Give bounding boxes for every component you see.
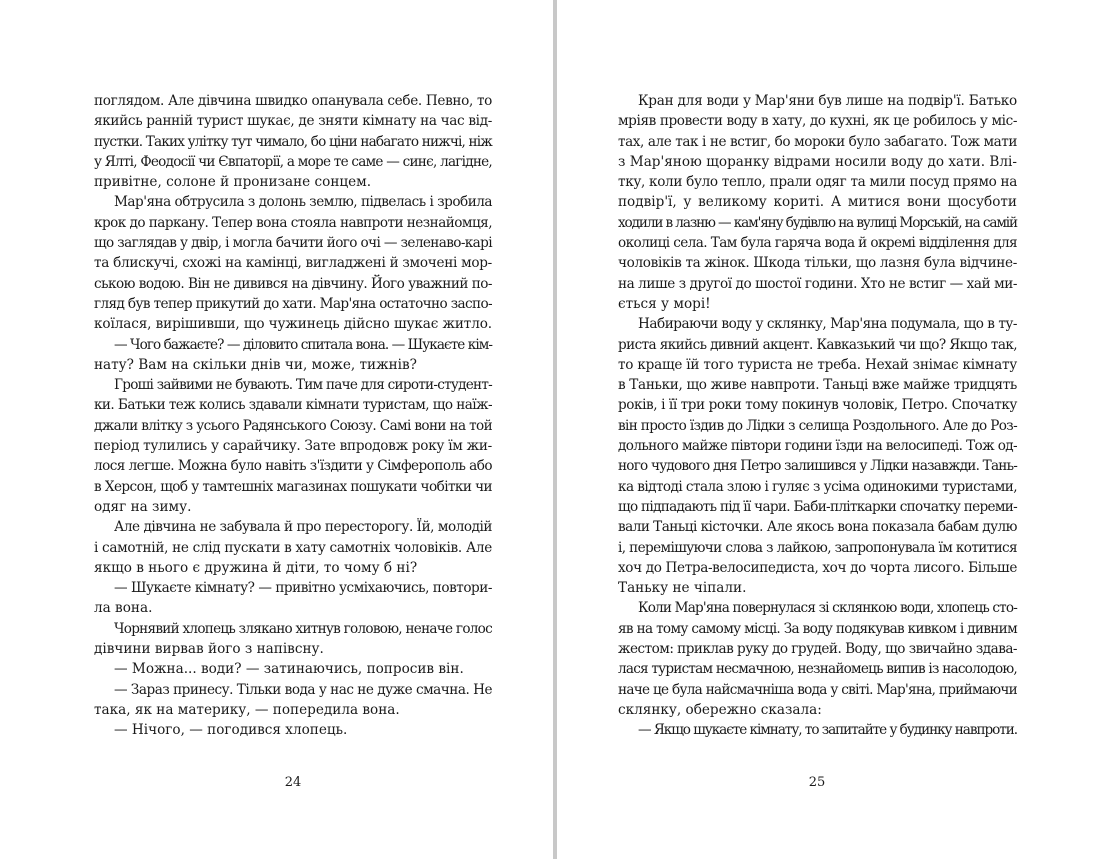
text-line: — Чого бажаєте? — діловито спитала вона. — Шукаєте кім-: [114, 336, 493, 353]
text-line: ла вона.: [94, 600, 153, 617]
left-page-text: [94, 91, 492, 741]
left-page-number: 24: [284, 775, 302, 790]
text-line: яв на тому самому місці. За воду подякував кивком і дивним: [618, 620, 1017, 637]
text-line: ською водою. Він не дивився на дівчину. Його уважний по-: [94, 275, 492, 292]
right-page: [557, 0, 1105, 859]
text-line: Чорнявий хлопець злякано хитнув головою, неначе голос: [114, 620, 492, 637]
text-line: — Зараз принесу. Тільки вода у нас не дуже смачна. Не: [114, 681, 493, 698]
text-line: околиці села. Там була гаряча вода й окремі відділення для: [618, 235, 1018, 252]
text-line: гляд був тепер прикутий до хати. Мар'яна остаточно заспо-: [94, 295, 492, 312]
text-line: що заглядав у двір, і могла бачити його очі — зеленаво-карі: [94, 235, 492, 252]
text-line: що підпадають під її чари. Баби-пліткарки спочатку переми-: [618, 498, 1017, 515]
text-line: у Ялті, Феодосії чи Євпаторії, а море те саме — синє, лагідне,: [94, 153, 492, 170]
text-line: подвір'ї, у великому кориті. А митися вони щосуботи: [618, 194, 1017, 211]
text-line: чоловіків та жінок. Шкода тільки, що лазня була відчине-: [618, 255, 1017, 272]
text-line: привітне, солоне й пронизане сонцем.: [94, 174, 372, 191]
text-line: поглядом. Але дівчина швидко опанувала себе. Певно, то: [94, 93, 492, 109]
text-line: жестом: приклав руку до грудей. Воду, що звичайно здава-: [618, 641, 1017, 658]
text-line: Мар'яна обтрусила з долонь землю, підвелась і зробила: [114, 194, 492, 211]
text-line: одяг на зиму.: [94, 498, 192, 515]
text-line: склянку, обережно сказала:: [618, 701, 822, 718]
text-line: дівчини вирвав його з напівсну.: [94, 641, 324, 658]
text-line: якийсь ранній турист шукає, де зняти кімнату на час від-: [94, 113, 493, 130]
text-line: — Шукаєте кімнату? — привітно усміхаючись, повтори-: [114, 580, 492, 597]
text-line: Гроші зайвими не бувають. Тим паче для сироти-студент-: [114, 377, 492, 394]
text-line: — Нічого, — погодився хлопець.: [114, 722, 348, 739]
text-line: наче це була найсмачніша вода у світі. Мар'яна, приймаючи: [618, 681, 1017, 698]
text-line: на лише з другої до шостої години. Хто не встиг — хай ми-: [618, 275, 1018, 292]
text-line: коїлася, вирішивши, що чужинець дійсно шукає житло.: [94, 316, 493, 333]
text-line: Але дівчина не забувала й про пересторогу. Їй, молодій: [114, 519, 492, 536]
text-line: — Якщо шукаєте кімнату, то запитайте у будинку навпроти.: [638, 722, 1017, 739]
text-line: період тулились у сарайчику. Зате впродовж року їм жи-: [94, 438, 492, 455]
text-line: в Таньки, що живе навпроти. Таньці вже майже тридцять: [618, 377, 1017, 394]
text-line: ка відтоді стала злою і гуляє з усіма одинокими туристами,: [618, 478, 1018, 495]
text-line: він просто їздив до Лідки з селища Роздольного. Але до Роз-: [618, 417, 1018, 434]
text-line: лося легше. Можна було навіть з'їздити у Сімферополь або: [94, 458, 492, 475]
text-line: дольного майже півтори години їзди на велосипеді. Тож од-: [618, 438, 1017, 455]
text-line: Набираючи воду у склянку, Мар'яна подумала, що в ту-: [638, 316, 1017, 333]
text-line: мріяв провести воду в хату, до кухні, як це робилось у міс-: [618, 113, 1018, 130]
text-line: Коли Мар'яна повернулася зі склянкою води, хлопець сто-: [638, 600, 1017, 617]
text-line: і, перемішуючи слова з лайкою, запропонувала їм котитися: [618, 539, 1018, 556]
text-line: якщо в нього є дружина й діти, то чому б ні?: [94, 559, 418, 576]
text-line: лася туристам несмачною, незнайомець випив із насолодою,: [618, 661, 1017, 678]
text-line: хоч до Петра-велосипедиста, хоч до чорта лисого. Більше: [618, 559, 1018, 576]
text-line: ється у морі!: [618, 295, 711, 312]
text-line: тку, коли було тепло, прали одяг та мили посуд прямо на: [618, 174, 1018, 191]
text-line: в Херсон, щоб у тамтешніх магазинах пошукати чобітки чи: [94, 478, 492, 495]
text-line: крок до паркану. Тепер вона стояла навпроти незнайомця,: [94, 214, 492, 231]
text-line: то краще їй того туриста не треба. Нехай знімає кімнату: [618, 356, 1018, 373]
text-line: тах, але так і не встиг, бо мороки було забагато. Тож мати: [618, 133, 1018, 150]
right-page-number: 25: [808, 775, 826, 790]
text-line: ходили в лазню — кам'яну будівлю на вулиці Морській, на самій: [618, 214, 1017, 231]
text-line: Таньку не чіпали.: [618, 580, 747, 597]
text-line: Кран для води у Мар'яни був лише на подвір'ї. Батько: [638, 93, 1017, 109]
text-line: ки. Батьки теж колись здавали кімнати туристам, що наїж-: [94, 397, 492, 414]
text-line: — Можна... води? — затинаючись, попросив він.: [114, 661, 464, 678]
text-line: років, і її три роки тому покинув чоловік, Петро. Спочатку: [618, 397, 1017, 414]
text-line: пустки. Таких улітку тут чимало, бо ціни набагато нижчі, ніж: [94, 133, 492, 150]
text-line: вали Таньці кісточки. Але якось вона показала бабам дулю: [618, 519, 1017, 536]
text-line: нату? Вам на скільки днів чи, може, тижнів?: [94, 356, 417, 373]
text-line: така, як на материку, — попередила вона.: [94, 701, 400, 718]
text-line: з Мар'яною щоранку відрами носили воду до хати. Влі-: [618, 153, 1017, 170]
text-line: і самотній, не слід пускати в хату самотніх чоловіків. Але: [94, 539, 492, 556]
text-line: та блискучі, схожі на камінці, вигладжені й змочені мор-: [94, 255, 492, 272]
right-page-text: [618, 91, 1017, 741]
text-line: джали влітку з усього Радянського Союзу. Самі вони на той: [94, 417, 493, 434]
text-line: ного чудового дня Петро залишився у Лідки назавжди. Тань-: [618, 458, 1018, 475]
text-line: риста якийсь дивний акцент. Кавказький чи що? Якщо так,: [618, 336, 1017, 353]
